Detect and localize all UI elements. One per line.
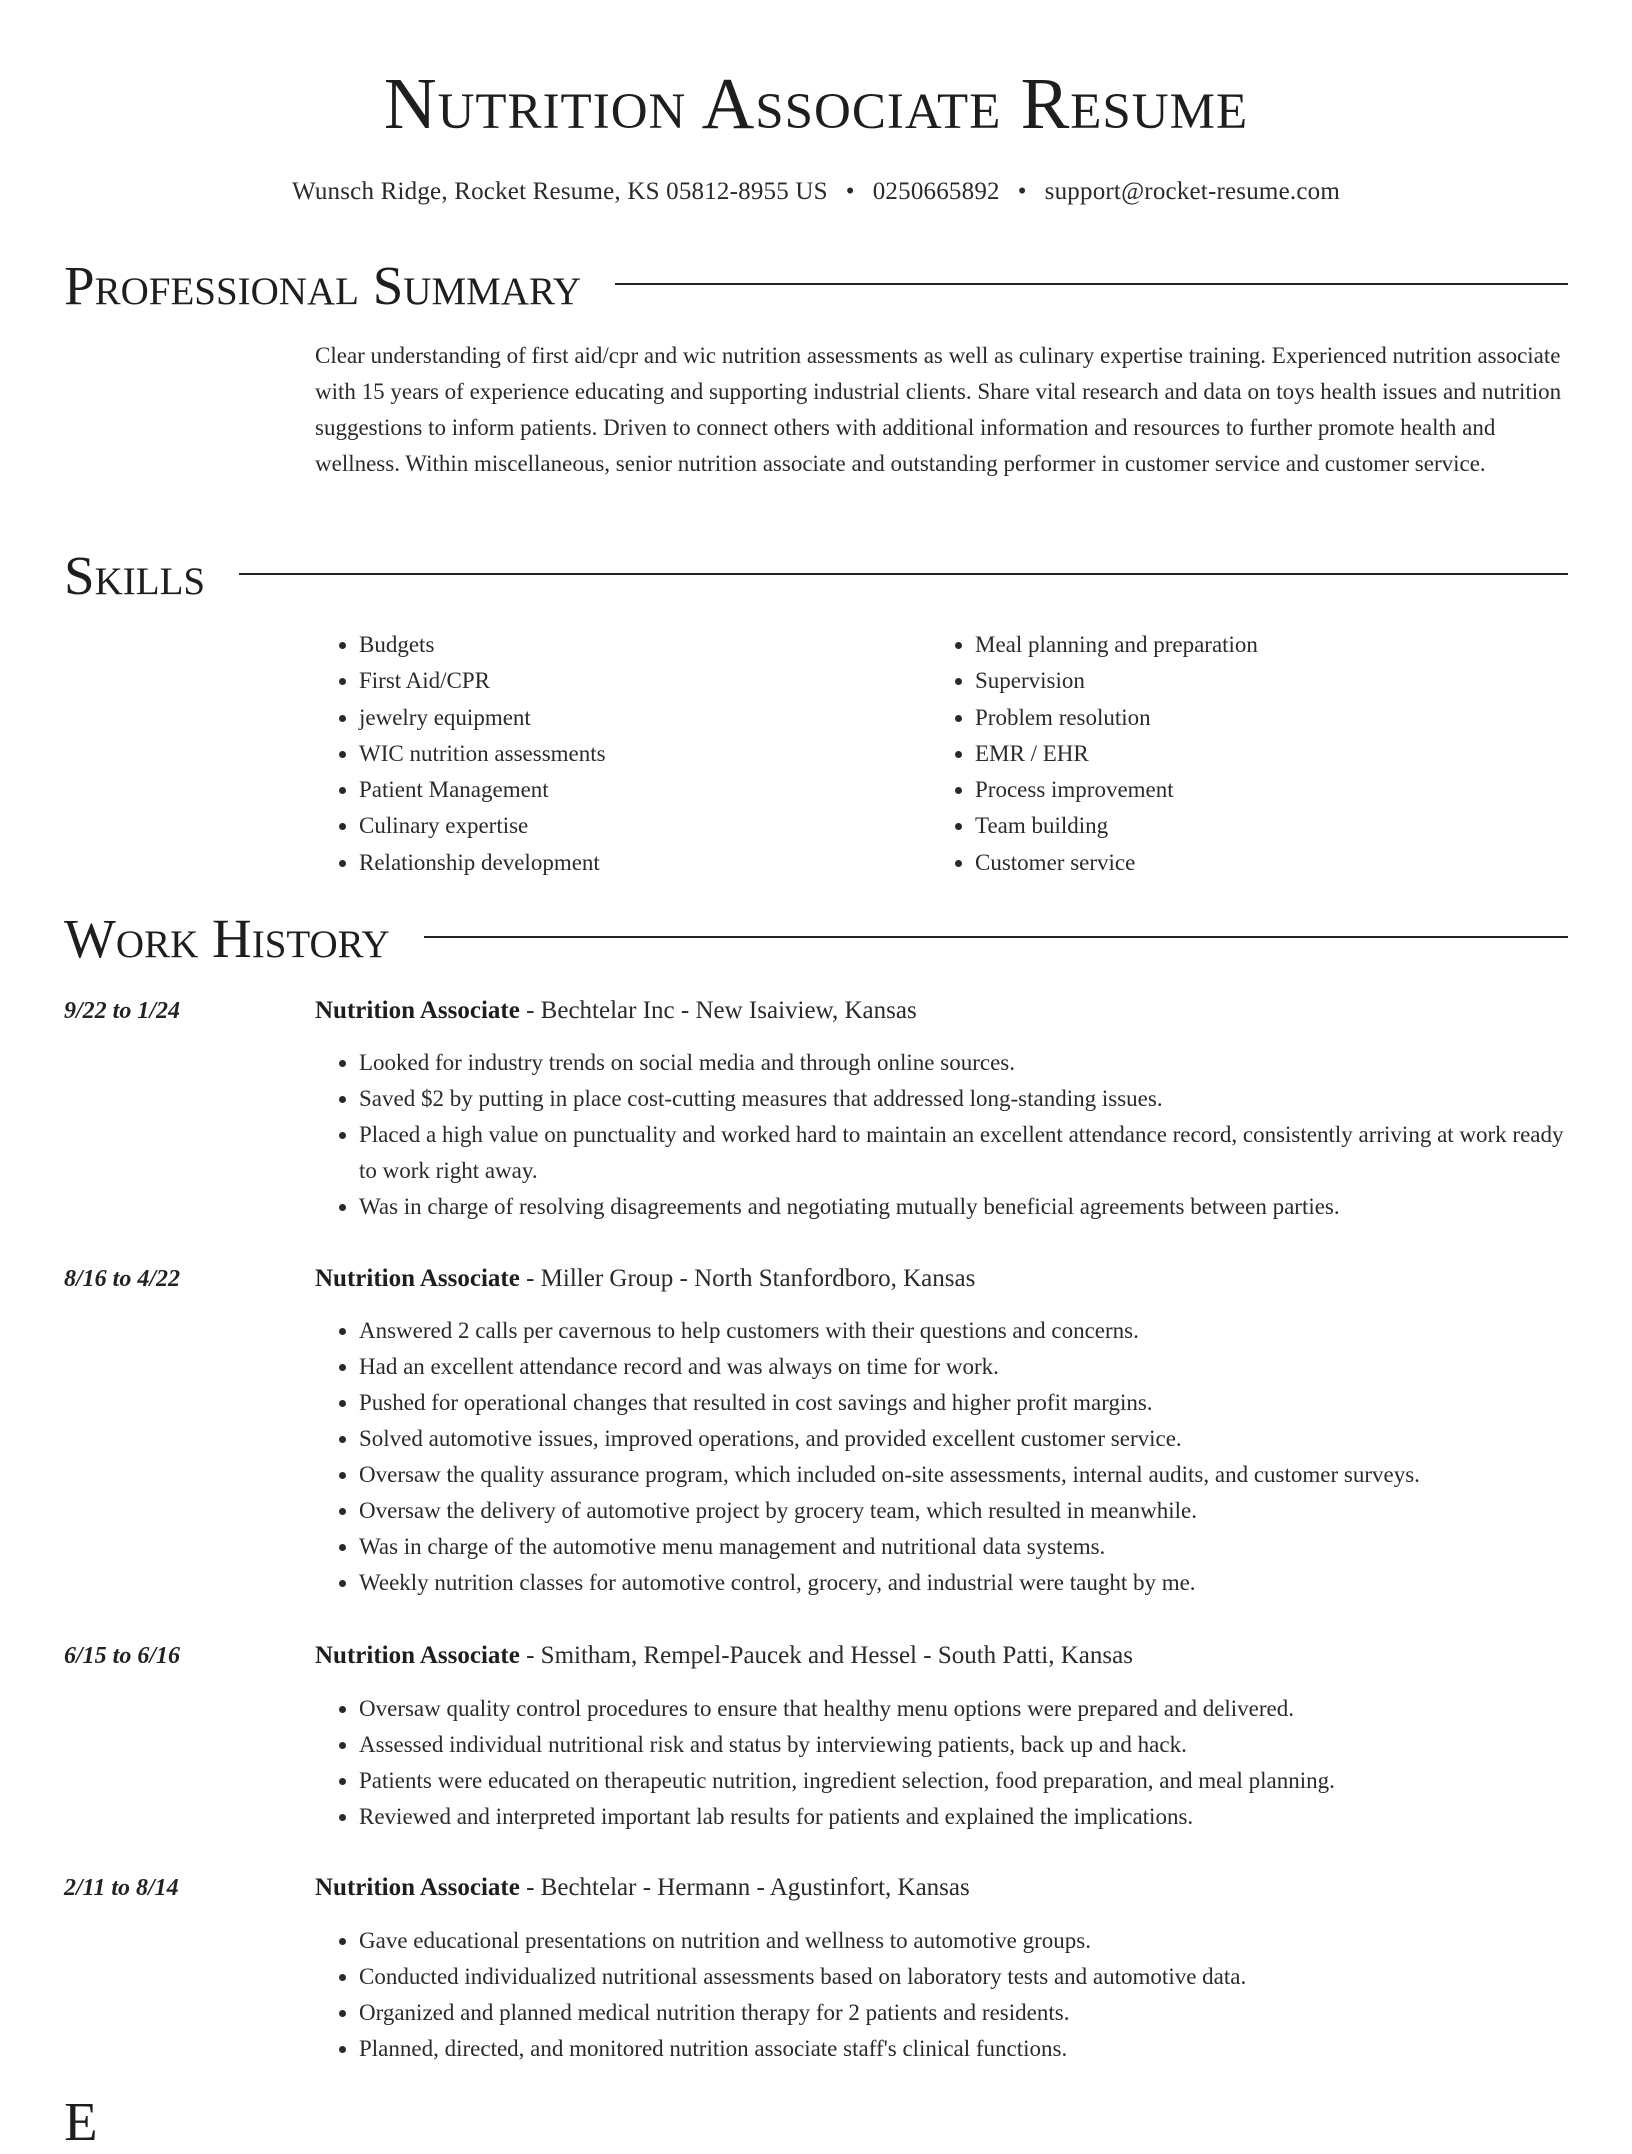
job-heading bbox=[315, 993, 1568, 1029]
job-dates: 8/16 to 4/22 bbox=[64, 1266, 181, 1292]
skill-item: • EMR / EHR bbox=[975, 736, 1547, 772]
job-bullets bbox=[315, 1691, 1568, 1835]
contact-email[interactable]: support@rocket-resume.com bbox=[1044, 178, 1340, 205]
job-company: - Bechtelar Inc - New Isaiview, Kansas bbox=[519, 997, 917, 1024]
section-heading-partial: E bbox=[64, 2091, 98, 2152]
job-company: - Bechtelar - Hermann - Agustinfort, Kansas bbox=[519, 1874, 970, 1901]
job-bullet: • Looked for industry trends on social media and through online sources. bbox=[359, 1045, 1568, 1081]
job-bullet: • Solved automotive issues, improved operations, and provided excellent customer service. bbox=[359, 1421, 1568, 1457]
skill-item: • Customer service bbox=[975, 845, 1547, 881]
job-dates: 6/15 to 6/16 bbox=[64, 1643, 181, 1669]
skill-item: • Culinary expertise bbox=[359, 808, 931, 844]
contact-address: Wunsch Ridge, Rocket Resume, KS 05812-8955 US bbox=[292, 178, 828, 205]
skills-column-right bbox=[931, 627, 1547, 881]
job-bullets bbox=[315, 1313, 1568, 1601]
section-heading-work-history bbox=[64, 907, 1568, 971]
job-bullet: • Oversaw quality control procedures to ensure that healthy menu options were prepared and delivered. bbox=[359, 1691, 1568, 1727]
job-heading bbox=[315, 1261, 1568, 1297]
contact-line bbox=[64, 172, 1568, 212]
skill-item: • Team building bbox=[975, 808, 1547, 844]
section-heading-summary bbox=[64, 254, 1568, 318]
job-dates: 9/22 to 1/24 bbox=[64, 998, 181, 1024]
skills-column-left bbox=[315, 627, 931, 881]
job-bullets bbox=[315, 1045, 1568, 1225]
job-bullet: • Weekly nutrition classes for automotive control, grocery, and industrial were taught by me. bbox=[359, 1565, 1568, 1601]
skill-item: • Patient Management bbox=[359, 772, 931, 808]
skill-item: • Budgets bbox=[359, 627, 931, 663]
section-heading-text: Skills bbox=[64, 545, 206, 606]
summary-paragraph: Clear understanding of first aid/cpr and wic nutrition assessments as well as culinary expertise training. Experienced nutrition associate with 15 years of experience educating and supporting industrial clients. Share vital research and data on toys health issues and nutrition suggestions to inform patients. Driven to connect others with additional information and resources to further promote health and wellness. Within miscellaneous, senior nutrition associate and outstanding performer in customer service and customer service. bbox=[315, 343, 1562, 476]
skill-item: • WIC nutrition assessments bbox=[359, 736, 931, 772]
job-bullet: • Pushed for operational changes that resulted in cost savings and higher profit margins. bbox=[359, 1385, 1568, 1421]
job-title: Nutrition Associate bbox=[315, 1874, 520, 1901]
contact-separator: • bbox=[845, 178, 855, 205]
job-bullet: • Was in charge of the automotive menu management and nutritional data systems. bbox=[359, 1529, 1568, 1565]
job-bullet: • Oversaw the quality assurance program, which included on-site assessments, internal audits, and customer surveys. bbox=[359, 1457, 1568, 1493]
job-bullet: • Assessed individual nutritional risk and status by interviewing patients, back up and hack. bbox=[359, 1727, 1568, 1763]
job-company: - Miller Group - North Stanfordboro, Kansas bbox=[519, 1265, 976, 1292]
section-heading-text: Professional Summary bbox=[64, 255, 582, 316]
skill-item: • Relationship development bbox=[359, 845, 931, 881]
job-bullet: • Conducted individualized nutritional assessments based on laboratory tests and automotive data. bbox=[359, 1959, 1568, 1995]
resume-title: Nutrition Associate Resume bbox=[383, 63, 1249, 144]
section-divider bbox=[615, 283, 1568, 285]
job-bullets bbox=[315, 1923, 1568, 2067]
job-bullet: • Placed a high value on punctuality and worked hard to maintain an excellent attendance record, consistently arriving at work ready to work right away. bbox=[359, 1117, 1568, 1189]
job-company: - Smitham, Rempel-Paucek and Hessel - South Patti, Kansas bbox=[519, 1642, 1133, 1669]
job-bullet: • Patients were educated on therapeutic nutrition, ingredient selection, food preparation, and meal planning. bbox=[359, 1763, 1568, 1799]
contact-phone: 0250665892 bbox=[872, 178, 1000, 205]
section-heading-text: Work History bbox=[64, 908, 390, 969]
job-bullet: • Saved $2 by putting in place cost-cutting measures that addressed long-standing issues. bbox=[359, 1081, 1568, 1117]
job-bullet: • Organized and planned medical nutrition therapy for 2 patients and residents. bbox=[359, 1995, 1568, 2031]
contact-separator: • bbox=[1017, 178, 1027, 205]
section-heading-skills bbox=[64, 544, 1568, 608]
skill-item: • Supervision bbox=[975, 663, 1547, 699]
skills-list bbox=[315, 627, 1568, 881]
job-heading bbox=[315, 1638, 1568, 1674]
job-title: Nutrition Associate bbox=[315, 1265, 520, 1292]
skill-item: • jewelry equipment bbox=[359, 700, 931, 736]
job-bullet: • Had an excellent attendance record and was always on time for work. bbox=[359, 1349, 1568, 1385]
job-bullet: • Was in charge of resolving disagreements and negotiating mutually beneficial agreements between parties. bbox=[359, 1189, 1568, 1225]
section-divider bbox=[424, 936, 1568, 938]
skill-item: • First Aid/CPR bbox=[359, 663, 931, 699]
section-divider bbox=[239, 573, 1568, 575]
job-bullet: • Reviewed and interpreted important lab results for patients and explained the implications. bbox=[359, 1799, 1568, 1835]
job-bullet: • Gave educational presentations on nutrition and wellness to automotive groups. bbox=[359, 1923, 1568, 1959]
job-bullet: • Answered 2 calls per cavernous to help customers with their questions and concerns. bbox=[359, 1313, 1568, 1349]
job-title: Nutrition Associate bbox=[315, 1642, 520, 1669]
skill-item: • Meal planning and preparation bbox=[975, 627, 1547, 663]
job-title: Nutrition Associate bbox=[315, 997, 520, 1024]
job-dates: 2/11 to 8/14 bbox=[64, 1875, 179, 1901]
skill-item: • Process improvement bbox=[975, 772, 1547, 808]
job-bullet: • Oversaw the delivery of automotive project by grocery team, which resulted in meanwhile. bbox=[359, 1493, 1568, 1529]
job-heading bbox=[315, 1870, 1568, 1906]
skill-item: • Problem resolution bbox=[975, 700, 1547, 736]
job-bullet: • Planned, directed, and monitored nutrition associate staff's clinical functions. bbox=[359, 2031, 1568, 2067]
